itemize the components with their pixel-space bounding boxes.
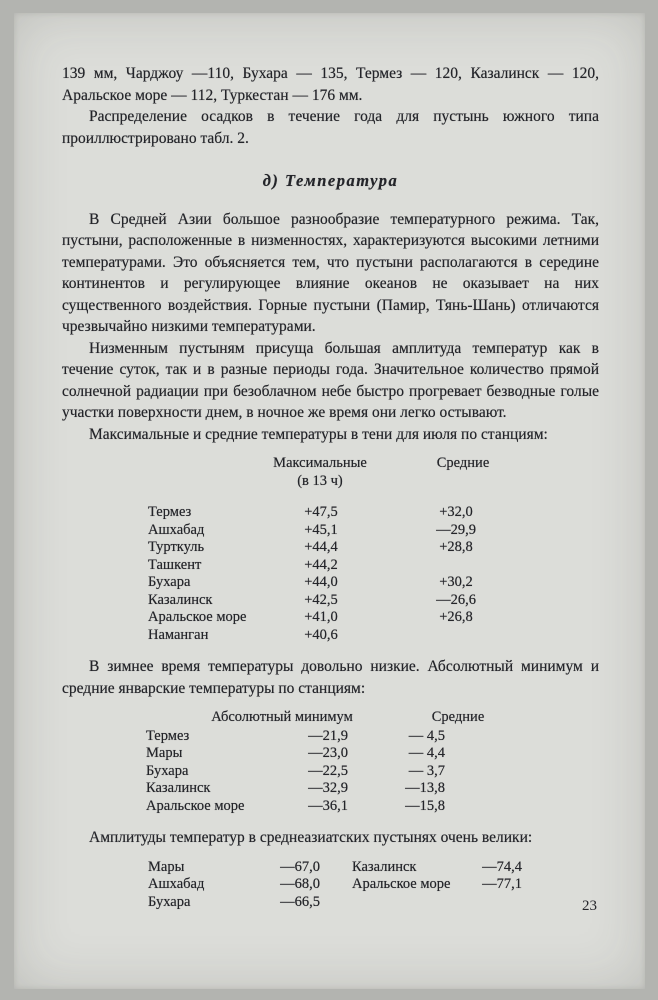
paragraph-july-intro: Максимальные и средние температуры в тени для июля по станциям: [89,425,548,443]
station-name: Аральское море [148,609,247,625]
table-row [62,557,599,575]
station-name: Мары [148,858,185,875]
min-temperature: —22,5 [308,762,348,779]
station-name [352,894,474,912]
station-name: Аральское море [352,876,451,892]
min-temperature: —36,1 [308,797,348,814]
table-row [62,894,599,912]
table-row [62,574,599,592]
paper-sheet [14,13,645,989]
paragraph-winter-intro: В зимнее время температуры довольно низкие. Абсолютный минимум и средние январские температуры по станциям: [62,658,599,697]
table-january-header-avg: Средние [431,709,485,725]
min-temperature: —32,9 [308,780,348,796]
table-row [62,728,599,746]
table-row [62,539,599,557]
table-july-header-max-line1: Максимальные [273,455,367,471]
table-july-header-max [246,455,394,490]
avg-temperature: —15,8 [405,797,445,814]
avg-temperature: —26,6 [436,591,476,608]
table-row [62,504,599,522]
table-row [62,859,599,877]
station-name: Ташкент [148,556,202,573]
avg-temperature: — 3,7 [408,762,445,779]
table-row [62,763,599,781]
table-row [62,745,599,763]
page-number: 23 [582,898,597,914]
table-row [62,627,599,645]
table-row [62,592,599,610]
text-block [62,63,599,989]
avg-temperature: +30,2 [439,574,473,590]
avg-temperature: —29,9 [436,521,476,538]
avg-temperature: +32,0 [439,504,473,520]
amplitude-value: —67,0 [280,858,320,875]
max-temperature: +41,0 [304,609,338,625]
table-row [62,609,599,627]
station-name: Турткуль [148,539,205,555]
station-name: Аральское море [146,797,245,814]
table-july-header-avg: Средние [436,455,490,471]
station-name: Наманган [148,626,209,643]
avg-temperature: — 4,4 [408,745,445,761]
table-row [62,876,599,894]
station-name: Казалинск [148,591,213,608]
station-name: Термез [146,727,190,744]
station-name: Казалинск [352,858,417,875]
paragraph-amplitude: Низменным пустыням присуща большая амплитуда температур как в течение суток, так и в разные периоды года. Значительное количество прямой солнечной радиации при безоблачном небе быстро прогревает безводные голые участки поверхности днем, в ночное же время они легко остывают. [62,339,599,421]
max-temperature: +42,5 [304,591,338,608]
table-january-temperatures [62,709,599,815]
avg-temperature: —13,8 [405,780,445,796]
avg-temperature: +28,8 [439,539,473,555]
station-name: Термез [148,504,192,520]
max-temperature: +45,1 [304,521,338,538]
amplitude-value: —77,1 [482,876,522,892]
avg-temperature: — 4,5 [408,727,445,744]
intro-paragraph-distribution: Распределение осадков в течение года для пустынь южного типа проиллюстрировано табл. 2. [62,108,599,147]
station-name: Мары [146,745,183,761]
amplitude-value: —74,4 [482,858,522,875]
table-row [62,798,599,816]
intro-paragraph-continuation: 139 мм, Чарджоу —110, Бухара — 135, Термез — 120, Казалинск — 120, Аральское море — 112, Туркестан — 176 мм. [62,65,599,104]
max-temperature: +44,2 [304,556,338,573]
min-temperature: —23,0 [308,745,348,761]
station-name: Ашхабад [148,876,205,892]
table-row [62,522,599,540]
max-temperature: +44,4 [304,539,338,555]
station-name: Ашхабад [148,521,205,538]
amplitude-value [474,894,522,912]
max-temperature: +47,5 [304,504,338,520]
station-name: Бухара [148,574,191,590]
avg-temperature [396,557,516,575]
table-july-header-max-line2: (в 13 ч) [297,472,343,489]
amplitude-value: —68,0 [280,876,320,892]
table-july-temperatures [62,455,599,644]
max-temperature: +44,0 [304,574,338,590]
station-name: Бухара [146,762,189,779]
min-temperature: —21,9 [308,727,348,744]
table-row [62,780,599,798]
amplitude-value: —66,5 [280,893,320,910]
table-july-header [62,455,599,490]
avg-temperature: +26,8 [439,609,473,625]
max-temperature: +40,6 [304,626,338,643]
station-name: Казалинск [146,780,211,796]
table-amplitudes [62,859,599,912]
paragraph-temperature-regime: В Средней Азии большое разнообразие температурного режима. Так, пустыни, расположенные в низменностях, характеризуются высокими летними температурами. Это объясняется тем, что пустыни располагаются в середине континентов и регулирующее влияние океанов не оказывает на них существенного воздействия. Горные пустыни (Памир, Тянь-Шань) отличаются чрезвычайно низкими температурами. [62,210,599,335]
section-heading-temperature: д) Температура [262,171,399,190]
table-january-header [62,709,599,727]
paragraph-amplitudes-intro: Амплитуды температур в среднеазиатских пустынях очень велики: [89,829,533,846]
avg-temperature [396,627,516,645]
table-january-header-min: Абсолютный минимум [211,709,353,725]
station-name: Бухара [148,893,191,910]
